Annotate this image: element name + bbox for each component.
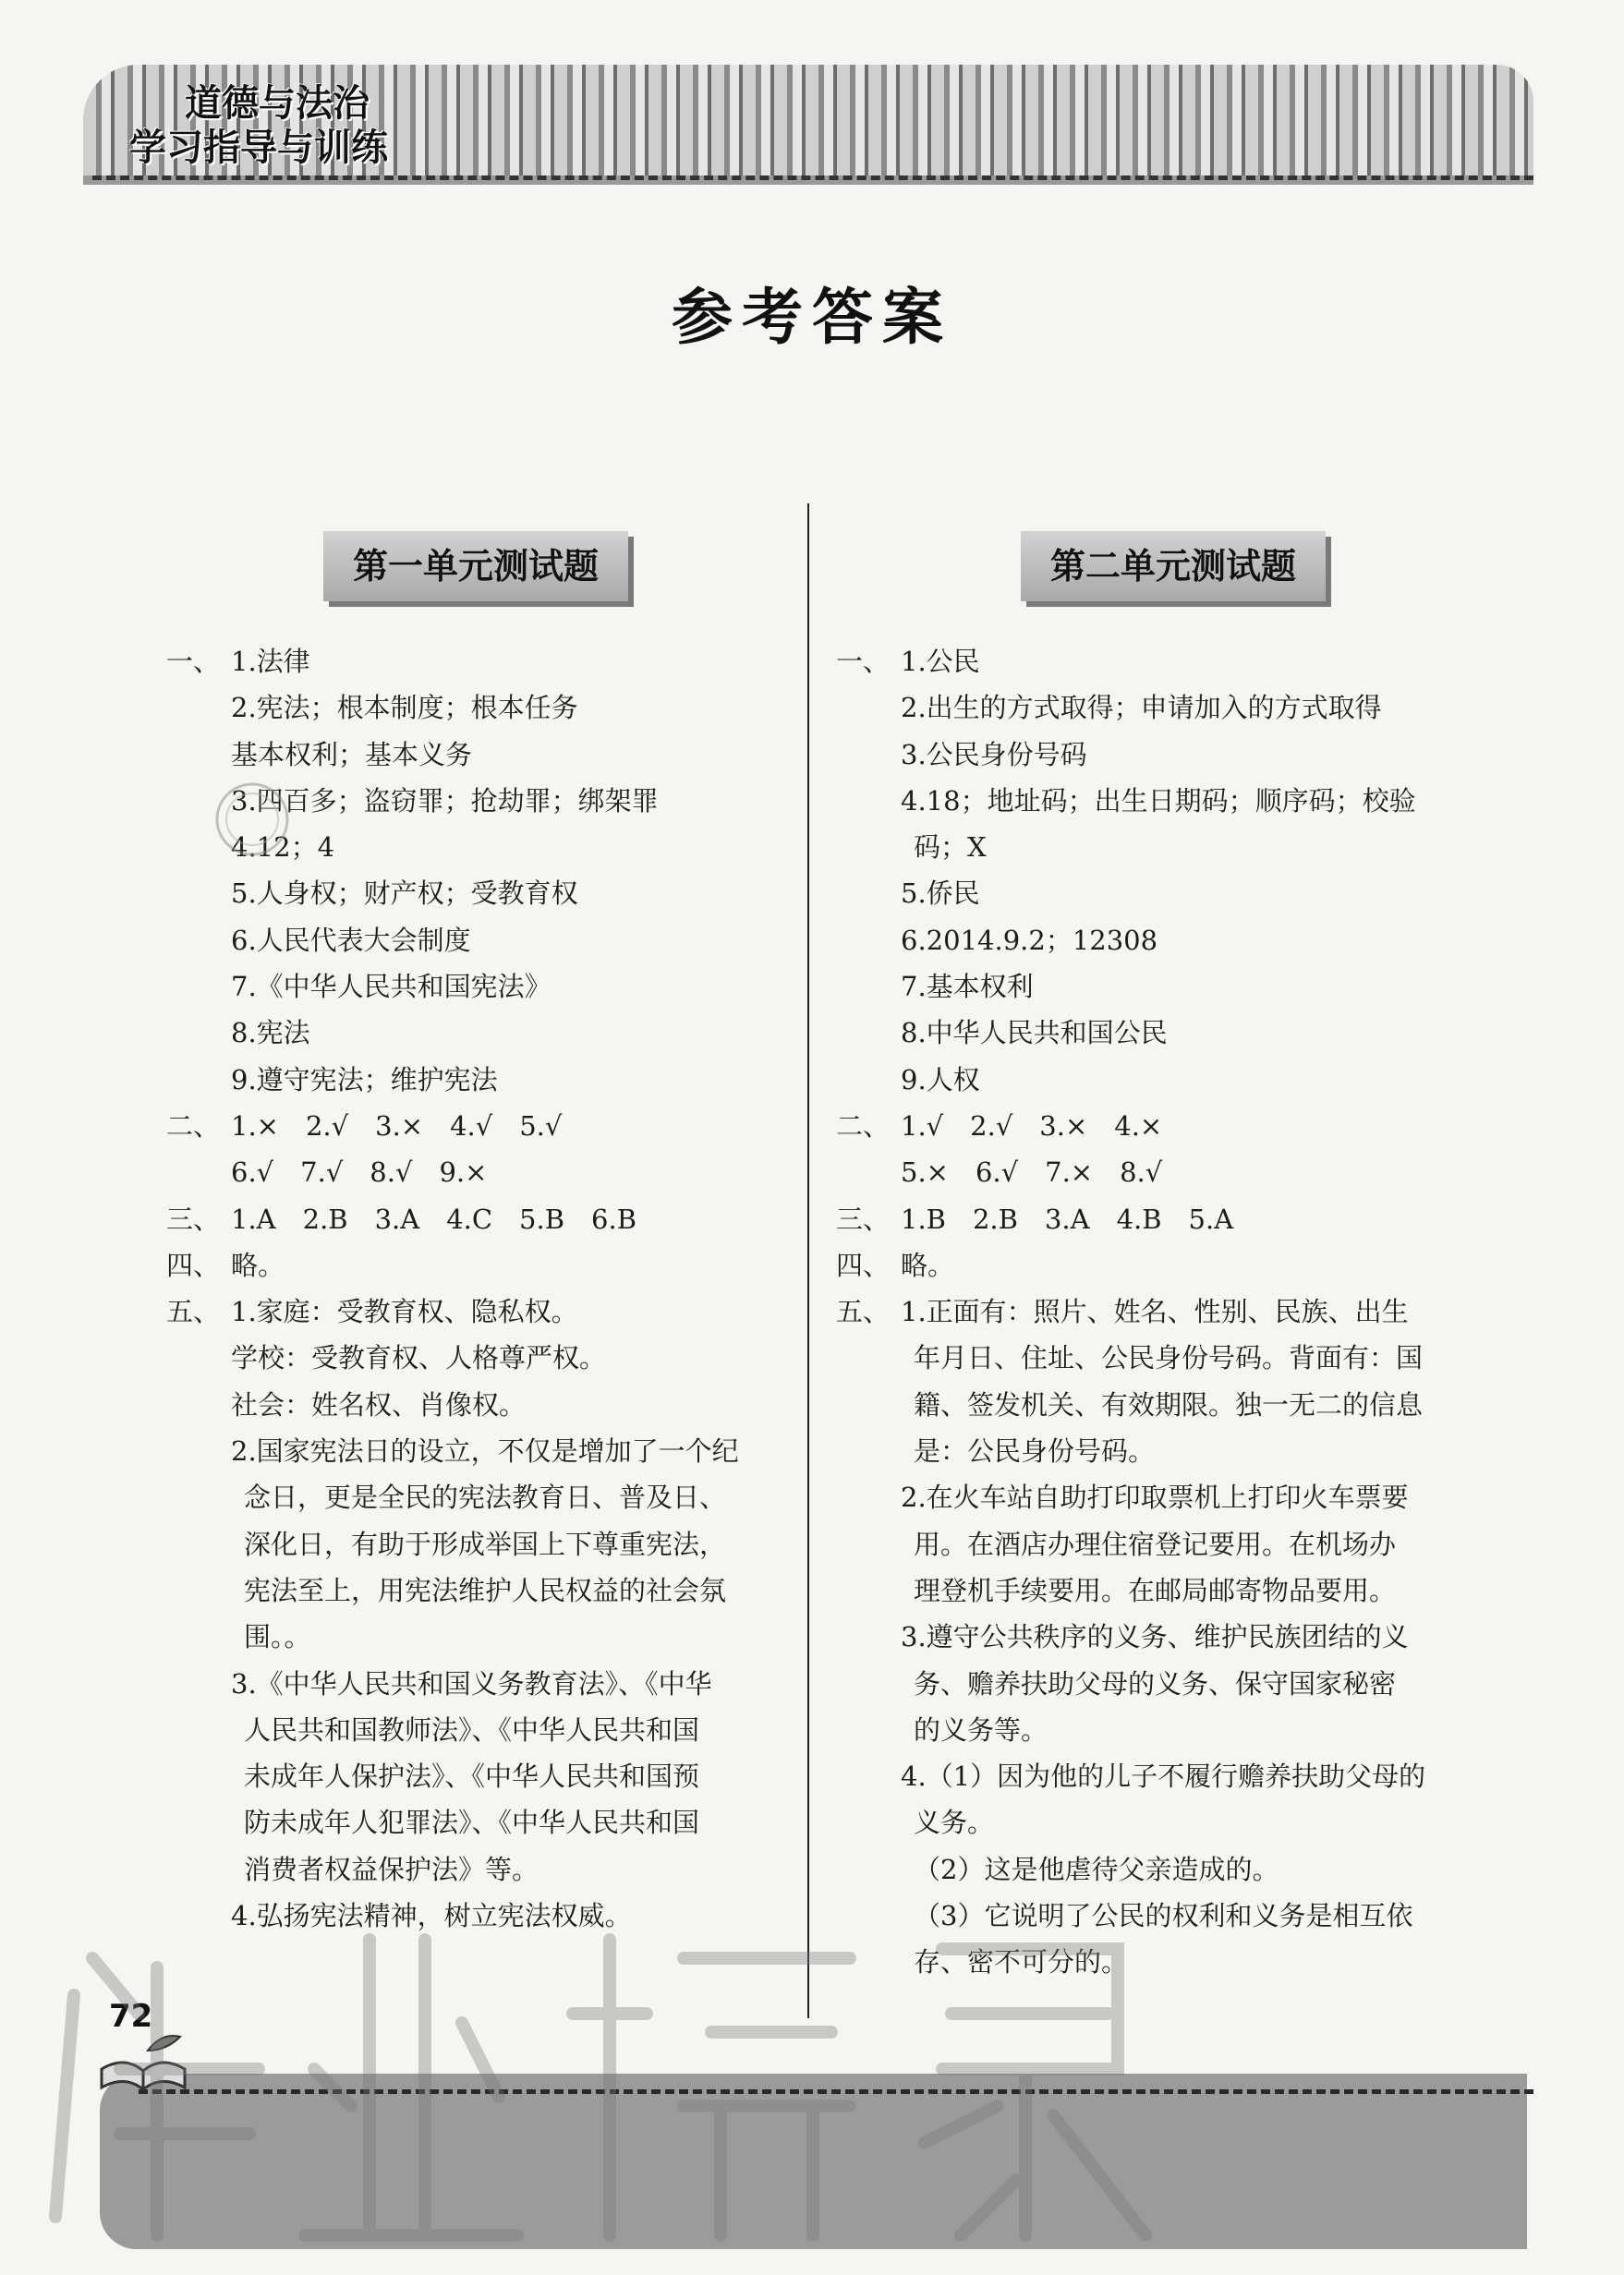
answer-line	[836, 638, 1501, 684]
unit-title-1: 第一单元测试题	[323, 531, 628, 601]
answer-text: 存、密不可分的。	[914, 1946, 1129, 1979]
answer-text: 消费者权益保护法》等。	[244, 1853, 539, 1885]
answer-text: 学校：受教育权、人格尊严权。	[231, 1342, 607, 1374]
answer-line	[836, 1661, 1501, 1707]
answer-text: 围。。	[244, 1621, 311, 1653]
right-column	[836, 531, 1501, 1986]
answer-text: 1.B 2.B 3.A 4.B 5.A	[901, 1203, 1234, 1235]
answer-line	[166, 1057, 831, 1103]
answer-text: 3.公民身份号码	[901, 738, 1087, 770]
answer-text: 义务。	[914, 1807, 995, 1839]
answer-line	[836, 963, 1501, 1010]
answer-line	[166, 1661, 831, 1707]
answer-text: 3.《中华人民共和国义务教育法》、《中华	[231, 1667, 712, 1700]
section-number: 一、	[836, 646, 891, 677]
answer-text: 宪法至上，用宪法维护人民权益的社会氛	[244, 1574, 727, 1606]
answer-line	[166, 1196, 831, 1242]
answer-line	[166, 1010, 831, 1056]
answer-line	[836, 1567, 1501, 1614]
answer-line	[836, 1242, 1501, 1289]
answer-text: 基本权利；基本义务	[231, 738, 473, 770]
answer-line	[166, 963, 831, 1010]
answer-line	[166, 1799, 831, 1845]
answer-line	[166, 1335, 831, 1381]
answer-text: 3.遵守公共秩序的义务、维护民族团结的义	[901, 1621, 1409, 1653]
answer-line	[166, 684, 831, 731]
book-title-line1: 道德与法治	[185, 82, 370, 125]
answer-text: 深化日，有助于形成举国上下尊重宪法，	[244, 1528, 727, 1560]
header-dashed-rule	[92, 175, 1533, 180]
answer-line	[166, 917, 831, 963]
answer-text: 5.侨民	[901, 877, 980, 910]
answer-text: 6.√ 7.√ 8.√ 9.×	[231, 1156, 488, 1189]
answer-line	[836, 1521, 1501, 1567]
answer-line	[166, 1614, 831, 1660]
answer-text: 籍、签发机关、有效期限。独一无二的信息	[914, 1388, 1424, 1421]
answer-line	[836, 1010, 1501, 1056]
answer-text: 理登机手续要用。在邮局邮寄物品要用。	[914, 1574, 1397, 1606]
answer-text: 2.国家宪法日的设立，不仅是增加了一个纪	[231, 1435, 739, 1468]
answer-line	[836, 824, 1501, 870]
answer-text: 1.法律	[231, 646, 310, 677]
answer-line	[166, 1474, 831, 1520]
answer-line	[836, 870, 1501, 916]
answer-line	[166, 1521, 831, 1567]
answer-line	[836, 1474, 1501, 1520]
answer-text: 2.在火车站自助打印取票机上打印火车票要	[901, 1482, 1409, 1514]
answer-text: 人民共和国教师法》、《中华人民共和国	[244, 1713, 700, 1746]
answer-line	[836, 1428, 1501, 1474]
answer-line	[836, 684, 1501, 731]
answer-text: 防未成年人犯罪法》、《中华人民共和国	[244, 1807, 700, 1839]
answer-text: 略。	[231, 1249, 285, 1281]
answer-text: （3）它说明了公民的权利和义务是相互依	[914, 1900, 1413, 1932]
book-title	[129, 81, 388, 170]
answer-line	[836, 732, 1501, 778]
answer-text: 务、赡养扶助父母的义务、保守国家秘密	[914, 1667, 1397, 1700]
answer-text: 9.人权	[901, 1063, 980, 1095]
watermark	[37, 1884, 1238, 2254]
section-number: 五、	[166, 1296, 221, 1328]
answer-line	[166, 638, 831, 684]
answer-text: （2）这是他虐待父亲造成的。	[914, 1853, 1279, 1885]
answer-line	[836, 1614, 1501, 1660]
answer-line	[836, 1335, 1501, 1381]
answer-text: 7.基本权利	[901, 971, 1034, 1003]
answer-line	[166, 1242, 831, 1289]
answer-line	[836, 1057, 1501, 1103]
answer-text: 1.× 2.√ 3.× 4.√ 5.√	[231, 1109, 563, 1142]
section-number: 一、	[166, 646, 221, 677]
answer-line	[836, 1382, 1501, 1428]
answer-text: 4.（1）因为他的儿子不履行赡养扶助父母的	[901, 1761, 1426, 1793]
answer-line	[166, 732, 831, 778]
answer-text: 1.正面有：照片、姓名、性别、民族、出生	[901, 1296, 1409, 1328]
answer-line	[166, 1753, 831, 1799]
answer-line	[166, 1428, 831, 1474]
answer-line	[836, 1149, 1501, 1195]
answer-line	[166, 1103, 831, 1149]
answer-line	[166, 1707, 831, 1753]
answer-text: 2.宪法；根本制度；根本任务	[231, 692, 578, 724]
section-number: 二、	[836, 1109, 891, 1142]
answer-text: 4.弘扬宪法精神，树立宪法权威。	[231, 1900, 632, 1932]
section-number: 三、	[836, 1203, 891, 1235]
answer-list-right	[836, 638, 1501, 1986]
answer-text: 年月日、住址、公民身份号码。背面有：国	[914, 1342, 1424, 1374]
unit-title-2: 第二单元测试题	[1021, 531, 1326, 601]
stamp-mark	[211, 778, 294, 861]
answer-text: 的义务等。	[914, 1713, 1048, 1746]
answer-text: 是：公民身份号码。	[914, 1435, 1156, 1468]
answer-line	[166, 1289, 831, 1335]
section-number: 四、	[166, 1249, 221, 1281]
answer-text: 3.四百多；盗窃罪；抢劫罪；绑架罪	[231, 784, 659, 817]
answer-text: 5.人身权；财产权；受教育权	[231, 877, 578, 910]
answer-text: 9.遵守宪法；维护宪法	[231, 1063, 498, 1095]
answer-text: 用。在酒店办理住宿登记要用。在机场办	[914, 1528, 1397, 1560]
answer-text: 4.12；4	[231, 831, 335, 864]
answer-line	[836, 1707, 1501, 1753]
section-number: 五、	[836, 1296, 891, 1328]
answer-text: 1.公民	[901, 646, 980, 677]
section-number: 二、	[166, 1109, 221, 1142]
section-number: 三、	[166, 1203, 221, 1235]
answer-line	[836, 1753, 1501, 1799]
answer-line	[166, 870, 831, 916]
answer-text: 社会：姓名权、肖像权。	[231, 1388, 527, 1421]
answer-text: 1.家庭：受教育权、隐私权。	[231, 1296, 578, 1328]
answer-text: 6.2014.9.2；12308	[901, 924, 1158, 956]
answer-text: 码；X	[914, 831, 987, 864]
answer-text: 8.中华人民共和国公民	[901, 1017, 1168, 1049]
answer-text: 4.18；地址码；出生日期码；顺序码；校验	[901, 784, 1416, 817]
answer-text: 2.出生的方式取得；申请加入的方式取得	[901, 692, 1382, 724]
answer-text: 8.宪法	[231, 1017, 310, 1049]
answer-line	[836, 917, 1501, 963]
left-column	[166, 531, 831, 1939]
page-title: 参考答案	[672, 281, 952, 353]
answer-text: 6.人民代表大会制度	[231, 924, 471, 956]
answer-text: 未成年人保护法》、《中华人民共和国预	[244, 1761, 700, 1793]
answer-text: 略。	[901, 1249, 955, 1281]
answer-line	[836, 1289, 1501, 1335]
answer-text: 念日，更是全民的宪法教育日、普及日、	[244, 1482, 727, 1514]
section-number: 四、	[836, 1249, 891, 1281]
answer-line	[836, 1799, 1501, 1845]
answer-line	[836, 778, 1501, 824]
answer-line	[166, 1382, 831, 1428]
answer-line	[166, 1567, 831, 1614]
page-number: 72	[109, 1998, 153, 2035]
answer-line	[836, 1103, 1501, 1149]
book-title-line2: 学习指导与训练	[129, 127, 388, 169]
answer-line	[836, 1196, 1501, 1242]
answer-text: 7.《中华人民共和国宪法》	[231, 971, 551, 1003]
answer-text: 1.A 2.B 3.A 4.C 5.B 6.B	[231, 1203, 637, 1235]
answer-line	[166, 1149, 831, 1195]
answer-text: 1.√ 2.√ 3.× 4.×	[901, 1109, 1163, 1142]
answer-text: 5.× 6.√ 7.× 8.√	[901, 1156, 1163, 1189]
